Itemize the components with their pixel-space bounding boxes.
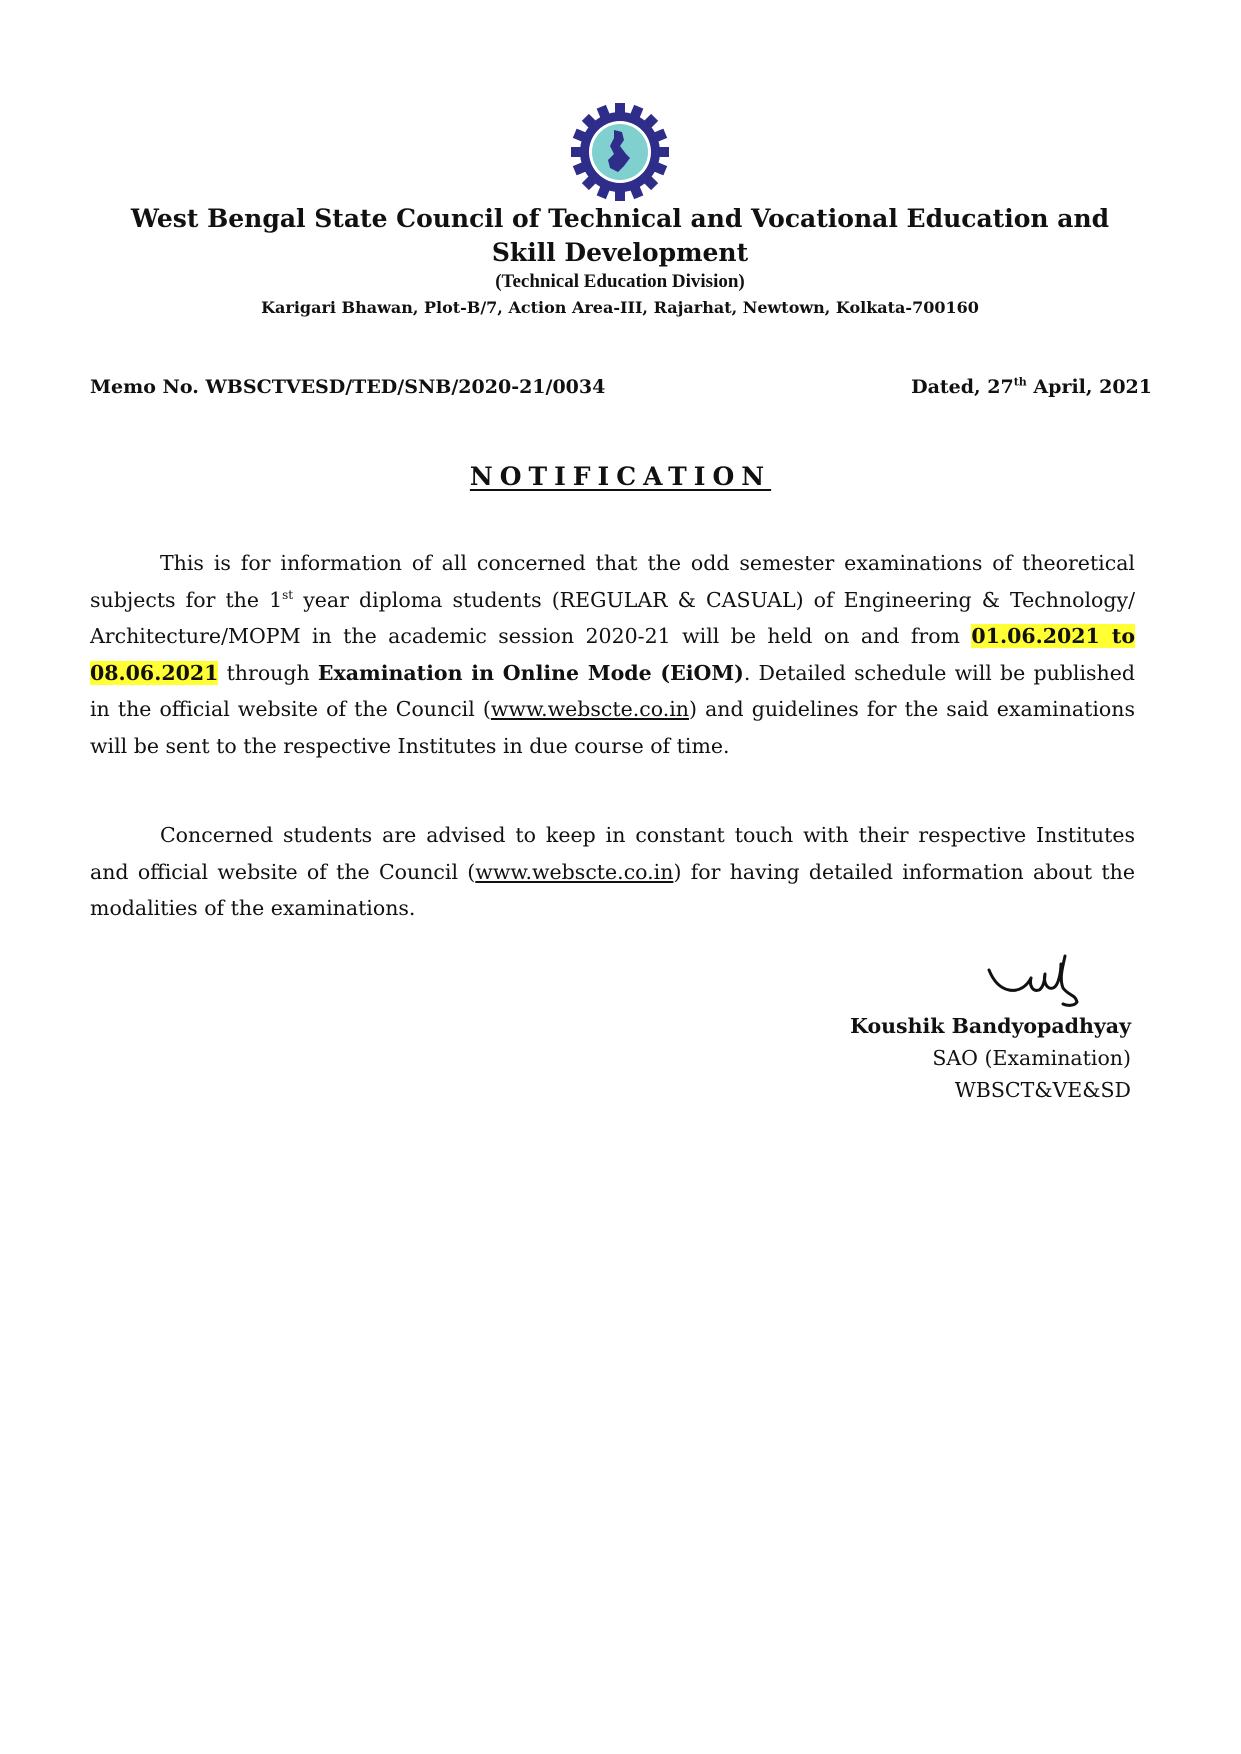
memo-date: Dated, 27th April, 2021 [911,375,1152,398]
notification-paragraph-2: Concerned students are advised to keep in constant touch with their respective Institutes and official website of the Council (www.webscte.co.in) for having detailed information about the modalities of the examinations. [90,823,1135,920]
organization-name: West Bengal State Council of Technical and Vocational Education and Skill Development [130,204,1110,267]
handwritten-signature-icon [985,950,1105,1010]
website-link[interactable]: www.webscte.co.in [475,859,674,884]
notification-paragraph-1: This is for information of all concerned that the odd semester examinations of theoretical subjects for the 1st year diploma students (REGULAR & CASUAL) of Engineering & Technology/ Architecture/MOPM in the academic session 2020-21 will be held on and from 01.06.2021 to 08.06.2021 through Examination in Online Mode (EiOM). Detailed schedule will be published in the official website of the Council (www.webscte.co.in) and guidelines for the said examinations will be sent to the respective Institutes in due course of time. [90,551,1135,758]
notification-title: NOTIFICATION [469,462,772,491]
council-emblem-icon [570,102,670,202]
exam-dates-highlight: 01.06.2021 to 08.06.2021 [90,624,1135,685]
memo-number: Memo No. WBSCTVESD/TED/SNB/2020-21/0034 [90,376,606,398]
signatory-name: Koushik Bandyopadhyay [850,1014,1131,1038]
signatory-organization: WBSCT&VE&SD [954,1078,1131,1102]
signatory-designation: SAO (Examination) [932,1046,1131,1070]
website-link[interactable]: www.webscte.co.in [490,697,690,721]
organization-address: Karigari Bhawan, Plot-B/7, Action Area-III, Rajarhat, Newtown, Kolkata-700160 [261,298,979,317]
signatory-block [850,1010,1131,1106]
exam-mode: Examination in Online Mode (EiOM) [317,660,744,685]
division-name: (Technical Education Division) [495,271,745,292]
memo-row [90,373,1152,401]
